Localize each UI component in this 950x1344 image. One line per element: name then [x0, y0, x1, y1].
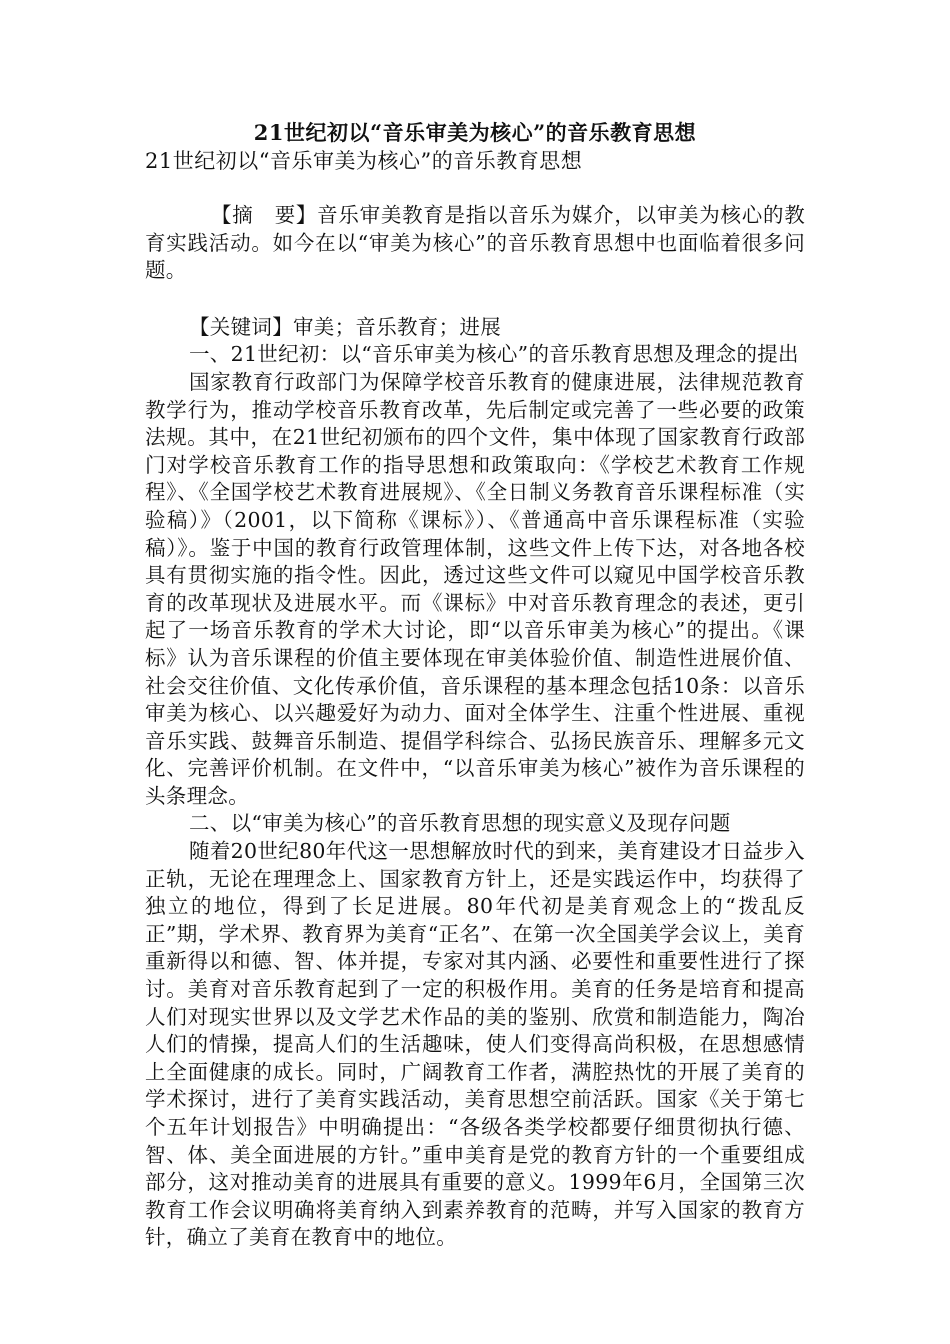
abstract-paragraph: 【摘 要】音乐审美教育是指以音乐为媒介，以审美为核心的教育实践活动。如今在以“审美为核心”的音乐教育思想中也面临着很多问题。	[145, 203, 805, 283]
spacer	[145, 285, 805, 314]
document-subtitle: 21世纪初以“音乐审美为核心”的音乐教育思想	[145, 149, 583, 173]
section-2-body: 随着20世纪80年代这一思想解放时代的到来，美育建设才日益步入正轨，无论在理理念上、国家教育方针上，还是实践运作中，均获得了独立的地位，得到了长足进展。80年代初是美育观念上的“拨乱反正”期，学术界、教育界为美育“正名”、在第一次全国美学会议上，美育重新得以和德、智、体并提，专家对其内涵、必要性和重要性进行了探讨。美育对音乐教育起到了一定的积极作用。美育的任务是培育和提高人们对现实世界以及文学艺术作品的美的鉴别、欣赏和制造能力，陶冶人们的情操，提高人们的生活趣味，使人们变得高尚积极，在思想感情上全面健康的成长。同时，广阔教育工作者，满腔热忱的开展了美育的学术探讨，进行了美育实践活动，美育思想空前活跃。国家《关于第七个五年计划报告》中明确提出：“各级各类学校都要仔细贯彻执行德、智、体、美全面进展的方针。”重申美育是党的教育方针的一个重要组成部分，这对推动美育的进展具有重要的意义。1999年6月，全国第三次教育工作会议明确将美育纳入到素养教育的范畴，并写入国家的教育方针，确立了美育在教育中的地位。	[145, 839, 805, 1250]
section-2-heading: 二、以“审美为核心”的音乐教育思想的现实意义及现存问题	[189, 811, 731, 836]
spacer	[145, 176, 805, 202]
document-page	[145, 118, 805, 1252]
section-1-body: 国家教育行政部门为保障学校音乐教育的健康进展，法律规范教育教学行为，推动学校音乐教育改革，先后制定或完善了一些必要的政策法规。其中，在21世纪初颁布的四个文件，集中体现了国家教育行政部门对学校音乐教育工作的指导思想和政策取向：《学校艺术教育工作规程》、《全国学校艺术教育进展规》、《全日制义务教育音乐课程标准（实验稿）》（2001，以下简称《课标》）、《普通高中音乐课程标准（实验稿）》。鉴于中国的教育行政管理体制，这些文件上传下达，对各地各校具有贯彻实施的指令性。因此，透过这些文件可以窥见中国学校音乐教育的改革现状及进展水平。而《课标》中对音乐教育理念的表述，更引起了一场音乐教育的学术大讨论，即“以音乐审美为核心”的提出。《课标》认为音乐课程的价值主要体现在审美体验价值、制造性进展价值、社会交往价值、文化传承价值，音乐课程的基本理念包括10条：以音乐审美为核心、以兴趣爱好为动力、面对全体学生、注重个性进展、重视音乐实践、鼓舞音乐制造、提倡学科综合、弘扬民族音乐、理解多元文化、完善评价机制。在文件中，“以音乐审美为核心”被作为音乐课程的头条理念。	[145, 369, 805, 808]
keywords-line: 【关键词】审美；音乐教育；进展	[189, 314, 501, 339]
document-title: 21世纪初以“音乐审美为核心”的音乐教育思想	[253, 120, 697, 145]
section-1-heading: 一、21世纪初：以“音乐审美为核心”的音乐教育思想及理念的提出	[189, 342, 799, 367]
